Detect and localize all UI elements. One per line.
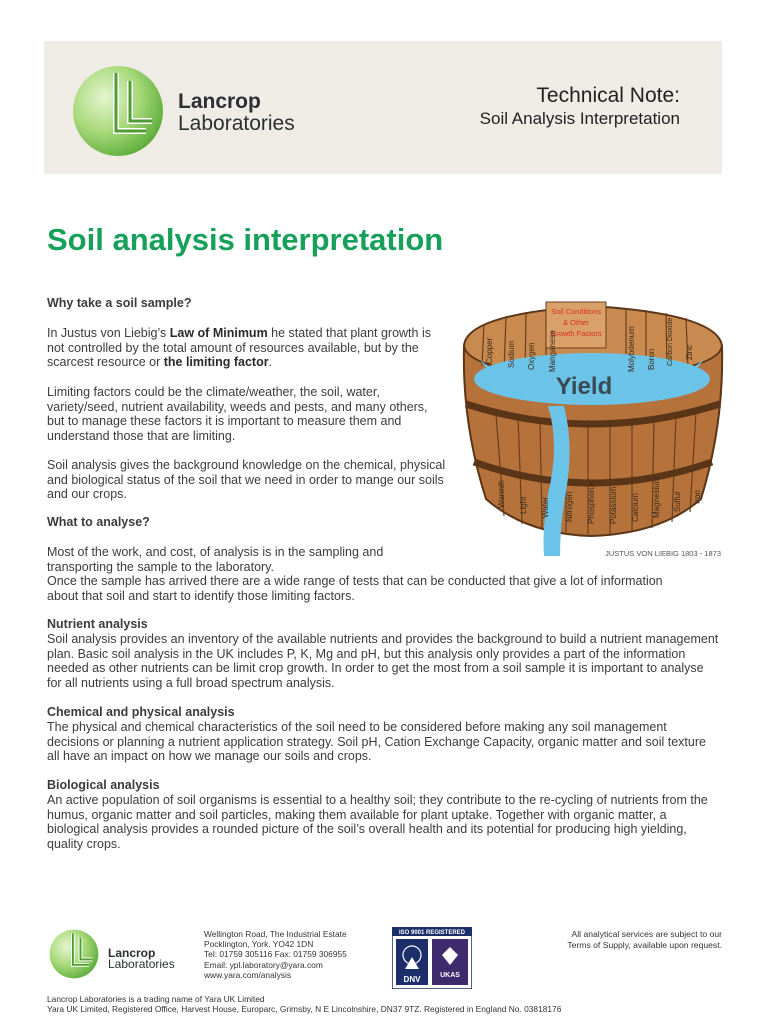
stave-label-top: Molybdenum (627, 326, 636, 372)
footer-terms (567, 929, 722, 951)
stave-label-front: Magnesium (652, 476, 661, 518)
paragraph-biological: An active population of soil organisms is essential to a healthy soil; they contribute to the re-cycling of nutrients from the humus, organic matter and soil particles, making them available for plant uptake. Together with organic matter, a biological analysis provides a rounded picture of the soil’s overall health and its potential for producing high yielding, quality crops. (47, 793, 708, 851)
page-title: Soil analysis interpretation (47, 222, 444, 257)
stave-label-top: Carbon Dioxide (667, 317, 674, 366)
barrel-center-label-1: Soil Conditions (550, 307, 602, 316)
paragraph-chemical-physical: The physical and chemical characteristics of the soil need to be considered before making any soil management decisions or planning a nutrient application strategy. Soil pH, Cation Exchange Capacity, organic matter and soil texture all have an impact on how we manage our soils and crops. (47, 720, 706, 764)
stave-label-top: Copper (485, 337, 494, 364)
legal-line-2: Yara UK Limited, Registered Office, Harvest House, Europarc, Grimsby, N E Lincolnshire, DN37 9TZ. Registered in England No. 03818176 (47, 1004, 562, 1014)
address-email[interactable]: Email: ypl.laboratory@yara.com (204, 959, 323, 970)
legal-line-1: Lancrop Laboratories is a trading name of Yara UK Limited (47, 994, 265, 1004)
paragraph-limiting-factors: Limiting factors could be the climate/weather, the soil, water, variety/seed, nutrient availability, weeds and pests, and many others, but to manage these factors it is important to measure them and understand those that are limiting. (47, 385, 428, 443)
heading-what-to-analyse: What to analyse? (47, 515, 150, 529)
liebig-text-c: he stated that plant growth is not controlled by the total amount of resources available, but by the scarcest resource or (47, 326, 431, 370)
limiting-factor: the limiting factor (163, 355, 269, 370)
stave-label-front: Calcium (631, 493, 640, 522)
stave-label-front: Water (541, 496, 550, 518)
footer-lancrop-logo-icon (49, 928, 99, 980)
technical-note-subtitle: Soil Analysis Interpretation (479, 109, 680, 128)
stave-label-top: Zinc (685, 344, 694, 360)
paragraph-soil-analysis-background: Soil analysis gives the background knowledge on the chemical, physical and biological status of the soil that we need in order to mange our soils and our crops. (47, 458, 446, 502)
stave-label-top: Oxygen (527, 342, 536, 370)
stave-label-front: Iron (693, 490, 702, 504)
cert-dnv: DNV (403, 975, 421, 984)
logo-subtitle: Laboratories (178, 112, 295, 135)
heading-biological: Biological analysis (47, 778, 160, 792)
stave-label-front: Phosphorus (587, 481, 596, 524)
address-website[interactable]: www.yara.com/analysis (204, 969, 292, 980)
iso-certification-badge (392, 927, 472, 989)
address-phone: Tel: 01759 305116 Fax: 01759 306955 (204, 949, 347, 960)
terms-line-1: All analytical services are subject to our (571, 929, 722, 939)
stave-label-front: Nitrogen (565, 491, 574, 522)
barrel-center-label-2: & Other (563, 318, 589, 327)
stave-label-top: Sodium (507, 340, 516, 368)
paragraph-sampling-cost: Most of the work, and cost, of analysis is in the sampling and transporting the sample to the laboratory. (47, 545, 384, 574)
logo-name: Lancrop (178, 90, 261, 113)
stave-label-top: Manganese (548, 330, 557, 372)
heading-nutrient-analysis: Nutrient analysis (47, 617, 148, 631)
liebig-text-a: In Justus von Liebig’s (47, 326, 170, 340)
stave-label-top: Boron (647, 348, 656, 370)
paragraph-nutrient-analysis: Soil analysis provides an inventory of the available nutrients and provides the background to build a nutrient management plan. Basic soil analysis in the UK includes P, K, Mg and pH, but this analysis only provides a part of the information needed as other nutrients can be limit crop growth. In order to get the most from a soil sample it is important to analyse for all nutrients using a full broad spectrum analysis. (47, 632, 719, 690)
technical-note-title: Technical Note: (536, 84, 680, 107)
footer-logo-name: Lancrop (108, 946, 156, 960)
law-of-minimum: Law of Minimum (169, 326, 268, 340)
liebig-barrel-figure (456, 294, 726, 566)
liebig-text-e: . (268, 355, 273, 370)
address-line-2: Pocklington, York. YO42 1DN (204, 939, 314, 950)
footer-logo-subtitle: Laboratories (108, 957, 175, 971)
address-line-1: Wellington Road, The Industrial Estate (204, 929, 347, 939)
lancrop-logo-icon (72, 63, 164, 159)
stave-label-front: Light (519, 496, 528, 514)
header-band (44, 41, 722, 174)
barrel-caption: JUSTUS VON LIEBIG 1803 - 1873 (605, 549, 721, 558)
footer-legal (47, 994, 561, 1014)
cert-label: ISO 9001 REGISTERED (398, 930, 466, 936)
heading-chemical-physical: Chemical and physical analysis (47, 705, 235, 719)
stave-label-front: Warmth (497, 480, 506, 508)
cert-ukas: UKAS (440, 972, 460, 979)
terms-line-2: Terms of Supply, available upon request. (567, 940, 722, 950)
footer-address (204, 929, 347, 980)
heading-why-sample: Why take a soil sample? (47, 296, 192, 310)
barrel-center-label-3: Growth Factors (550, 329, 602, 338)
stave-label-front: Potassium (609, 486, 618, 524)
barrel-yield-label: Yield (555, 373, 613, 400)
stave-label-front: Sulfur (673, 491, 682, 512)
paragraph-tests-range: Once the sample has arrived there are a wide range of tests that can be conducted that give a lot of information about that soil and start to identify those limiting factors. (47, 574, 663, 603)
paragraph-liebig (47, 326, 437, 370)
